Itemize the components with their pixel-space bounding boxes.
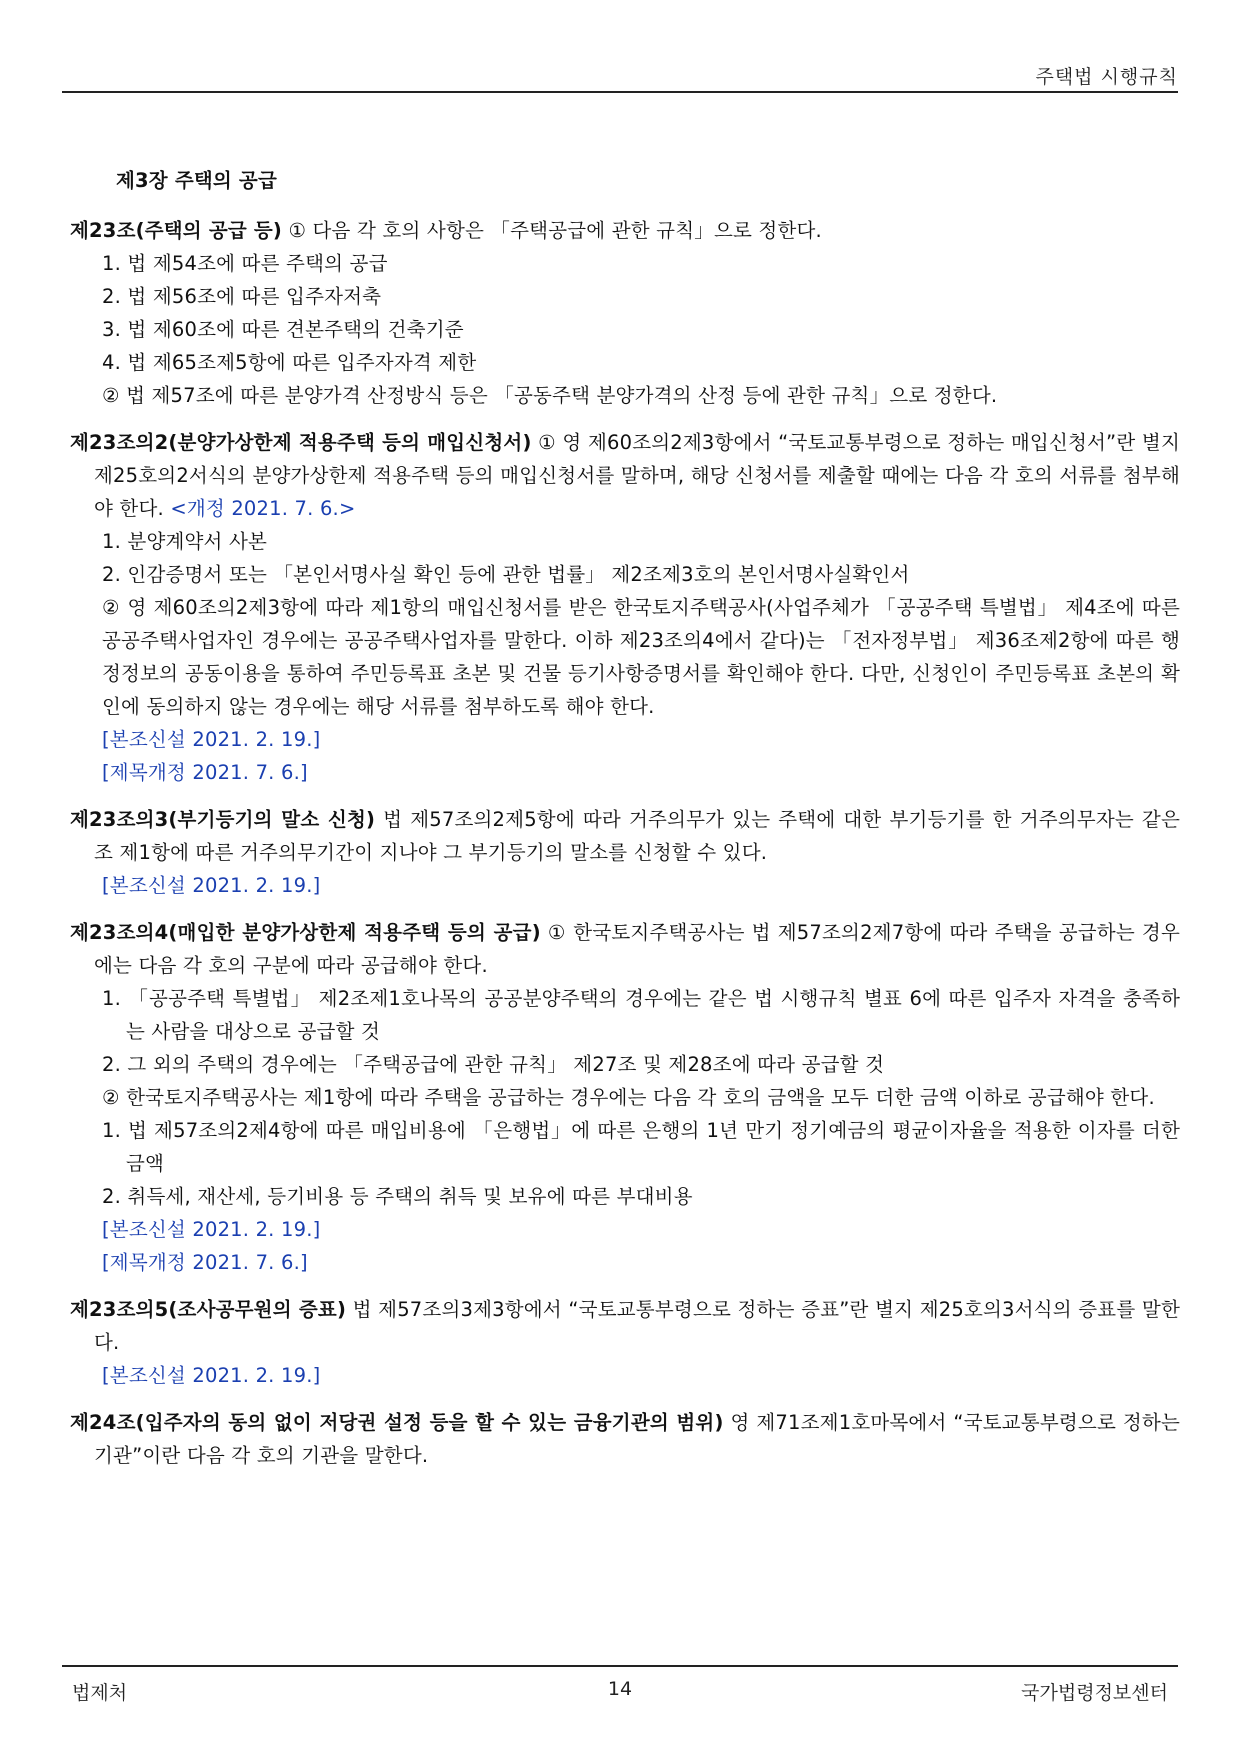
article-paragraph <box>70 214 1180 247</box>
article-23 <box>70 214 1180 412</box>
article-paragraph-2: ② 한국토지주택공사는 제1항에 따라 주택을 공급하는 경우에는 다음 각 호의 금액을 모두 더한 금액 이하로 공급해야 한다. <box>102 1086 1155 1109</box>
header-divider <box>62 91 1178 93</box>
article-23-3 <box>70 803 1180 902</box>
article-paragraph-2: ② 영 제60조의2제3항에 따라 제1항의 매입신청서를 받은 한국토지주택공사(사업주체가 「공공주택 특별법」 제4조에 따른 공공주택사업자인 경우에는 공공주택사업자를 말한다. 이하 제23조의4에서 같다)는 「전자정부법」 제36조제2항에 따른 행정정보의 공동이용을 통하여 주민등록표 초본 및 건물 등기사항증명서를 확인해야 한다. 다만, 신청인이 주민등록표 초본의 확인에 동의하지 않는 경우에는 해당 서류를 첨부하도록 해야 한다. <box>102 596 1180 718</box>
list-item: 1. 법 제57조의2제4항에 따른 매입비용에 「은행법」에 따른 은행의 1년 만기 정기예금의 평균이자율을 적용한 이자를 더한 금액 <box>102 1119 1180 1175</box>
list-item: 2. 인감증명서 또는 「본인서명사실 확인 등에 관한 법률」 제2조제3호의 본인서명사실확인서 <box>102 563 910 586</box>
page-number: 14 <box>607 1678 633 1700</box>
footer-source: 국가법령정보센터 <box>1021 1682 1168 1704</box>
article-text: ① 한국토지주택공사는 법 제57조의2제7항에 따라 주택을 공급하는 경우에는 다음 각 호의 구분에 따라 공급해야 한다. <box>94 921 1181 977</box>
history-note: [본조신설 2021. 2. 19.] <box>102 1218 321 1241</box>
article-title: 제24조(입주자의 동의 없이 저당권 설정 등을 할 수 있는 금융기관의 범위) <box>70 1411 724 1434</box>
list-item: 1. 분양계약서 사본 <box>102 530 268 553</box>
article-title: 제23조의3(부기등기의 말소 신청) <box>70 808 376 831</box>
list-item: 4. 법 제65조제5항에 따른 입주자자격 제한 <box>102 351 477 374</box>
page-header-title: 주택법 시행규칙 <box>1035 66 1178 88</box>
list-item: 1. 법 제54조에 따른 주택의 공급 <box>102 252 388 275</box>
amendment-note: <개정 2021. 7. 6.> <box>170 497 356 520</box>
article-title: 제23조의5(조사공무원의 증표) <box>70 1298 347 1321</box>
article-text: 영 제71조제1호마목에서 “국토교통부령으로 정하는 기관”이란 다음 각 호의 기관을 말한다. <box>94 1411 1180 1467</box>
article-paragraph-2: ② 법 제57조에 따른 분양가격 산정방식 등은 「공동주택 분양가격의 산정 등에 관한 규칙」으로 정한다. <box>102 384 998 407</box>
article-paragraph <box>70 1293 1180 1359</box>
list-item: 2. 법 제56조에 따른 입주자저축 <box>102 285 382 308</box>
article-text: 법 제57조의3제3항에서 “국토교통부령으로 정하는 증표”란 별지 제25호의3서식의 증표를 말한다. <box>94 1298 1180 1354</box>
article-text: ① 영 제60조의2제3항에서 “국토교통부령으로 정하는 매입신청서”란 별지 제25호의2서식의 분양가상한제 적용주택 등의 매입신청서를 말하며, 해당 신청서를 제출할 때에는 다음 각 호의 서류를 첨부해야 한다. <box>94 431 1180 520</box>
history-note: [제목개정 2021. 7. 6.] <box>102 1251 308 1274</box>
history-note: [본조신설 2021. 2. 19.] <box>102 1364 321 1387</box>
article-23-2 <box>70 426 1180 789</box>
article-23-5 <box>70 1293 1180 1392</box>
article-paragraph <box>70 916 1180 982</box>
article-paragraph <box>70 803 1180 869</box>
footer-publisher: 법제처 <box>72 1682 128 1704</box>
history-note: [제목개정 2021. 7. 6.] <box>102 761 308 784</box>
list-item: 2. 그 외의 주택의 경우에는 「주택공급에 관한 규칙」 제27조 및 제28조에 따라 공급할 것 <box>102 1053 885 1076</box>
article-text: ① 다음 각 호의 사항은 「주택공급에 관한 규칙」으로 정한다. <box>282 219 822 242</box>
article-24 <box>70 1406 1180 1472</box>
article-title: 제23조(주택의 공급 등) <box>70 219 283 242</box>
document-body <box>70 164 1180 1486</box>
article-text: 법 제57조의2제5항에 따라 거주의무가 있는 주택에 대한 부기등기를 한 거주의무자는 같은 조 제1항에 따른 거주의무기간이 지나야 그 부기등기의 말소를 신청할 수 있다. <box>94 808 1180 864</box>
chapter-title: 제3장 주택의 공급 <box>116 169 278 192</box>
article-paragraph <box>70 426 1180 525</box>
article-title: 제23조의4(매입한 분양가상한제 적용주택 등의 공급) <box>70 921 541 944</box>
list-item: 2. 취득세, 재산세, 등기비용 등 주택의 취득 및 보유에 따른 부대비용 <box>102 1185 693 1208</box>
article-title: 제23조의2(분양가상한제 적용주택 등의 매입신청서) <box>70 431 532 454</box>
footer-divider <box>62 1665 1178 1667</box>
history-note: [본조신설 2021. 2. 19.] <box>102 728 321 751</box>
article-paragraph <box>70 1406 1180 1472</box>
list-item: 1. 「공공주택 특별법」 제2조제1호나목의 공공분양주택의 경우에는 같은 법 시행규칙 별표 6에 따른 입주자 자격을 충족하는 사람을 대상으로 공급할 것 <box>102 987 1180 1043</box>
history-note: [본조신설 2021. 2. 19.] <box>102 874 321 897</box>
list-item: 3. 법 제60조에 따른 견본주택의 건축기준 <box>102 318 464 341</box>
article-23-4 <box>70 916 1180 1279</box>
